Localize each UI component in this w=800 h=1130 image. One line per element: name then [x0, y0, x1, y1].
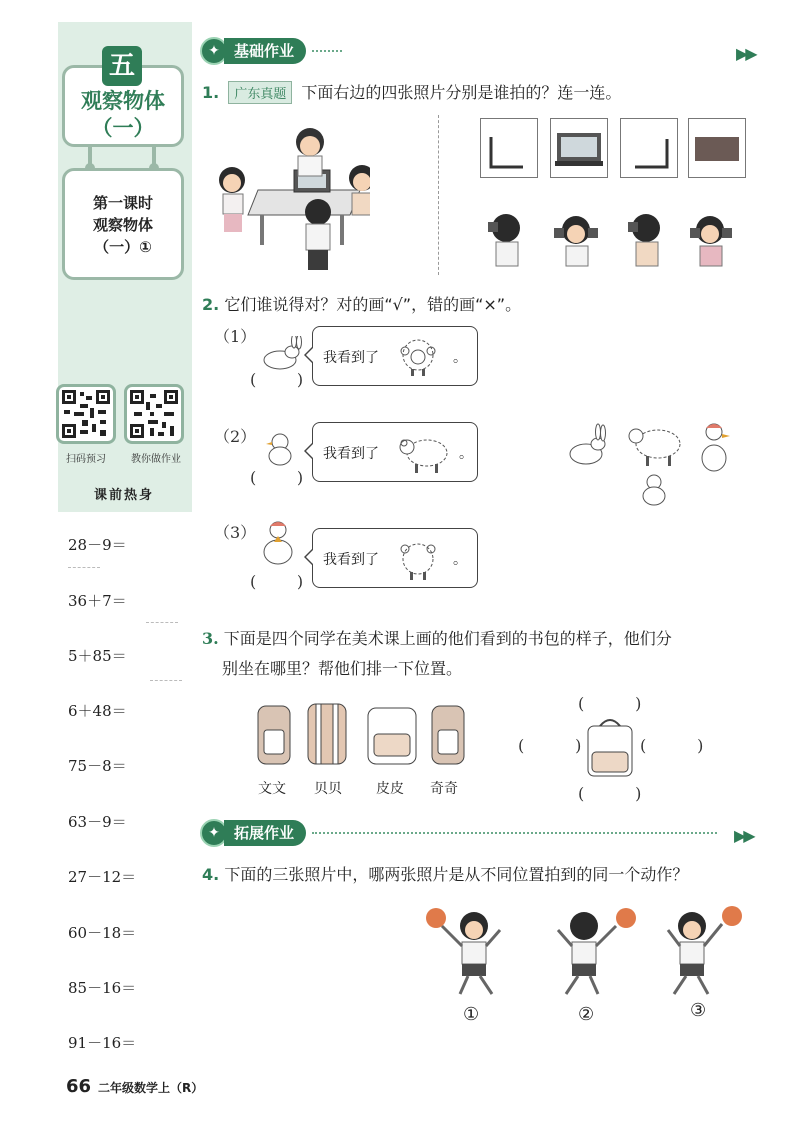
photo-label: ③ [690, 1000, 707, 1021]
speech-text: 我看到了 [323, 552, 379, 568]
photo-1 [480, 118, 538, 178]
answer-blank[interactable]: ( ) [250, 572, 304, 591]
lesson-title-line-2: 观察物体 [92, 216, 153, 234]
backpack-back-icon [308, 704, 346, 764]
speech-text: 我看到了 [323, 446, 379, 462]
speech-end: 。 [459, 446, 473, 462]
basketball-photos [420, 900, 750, 1000]
chick-icon [262, 430, 298, 468]
section-label: 基础作业 [224, 38, 306, 64]
item-label: （3） [214, 523, 257, 542]
question-3-line-1 [202, 626, 672, 649]
qr-code-icon [62, 390, 110, 438]
section-dotted-line [312, 50, 342, 52]
question-number: 1. [202, 83, 220, 102]
sheep-back-icon [397, 537, 439, 581]
student-name: 奇奇 [430, 781, 458, 797]
photo-4 [688, 118, 746, 178]
photographer-children [478, 208, 748, 274]
math-item: 63－9＝ [68, 813, 127, 831]
student-name: 文文 [258, 781, 286, 797]
page-number: 66 [66, 1076, 92, 1097]
sheep-side-icon [397, 431, 453, 475]
math-item: 75－8＝ [68, 757, 127, 775]
math-item: 85－16＝ [68, 979, 137, 997]
basketball-player-icon [558, 908, 636, 994]
speech-end: 。 [453, 350, 467, 366]
section-header-basic [200, 37, 342, 65]
speech-end: 。 [453, 552, 467, 568]
backpack-side-icon [258, 706, 290, 764]
qr-code-preview[interactable] [56, 384, 116, 444]
goose-icon [702, 424, 730, 471]
double-arrow-icon: ▶▶ [734, 826, 753, 845]
lightbulb-icon: ✦ [200, 819, 228, 847]
divider [438, 115, 439, 275]
speech-bubble [312, 326, 478, 386]
unit-number-badge: 五 [102, 46, 142, 86]
lightbulb-icon: ✦ [200, 37, 228, 65]
qr-code-homework-help[interactable] [124, 384, 184, 444]
sheep-icon [629, 429, 680, 466]
item-label: （1） [214, 327, 257, 346]
speech-bubble [312, 528, 478, 588]
math-item: 27－12＝ [68, 868, 137, 886]
child-camera-icon [554, 216, 598, 266]
warmup-heading: 课前热身 [93, 488, 154, 503]
lesson-title [62, 192, 184, 258]
question-3-line-2: 别坐在哪里？帮他们排一下位置。 [222, 659, 463, 678]
unit-title-line-1: 观察物体 [81, 89, 165, 113]
math-item: 60－18＝ [68, 924, 137, 942]
speech-text: 我看到了 [323, 350, 379, 366]
student-name: 皮皮 [376, 781, 404, 797]
laptop-screen-icon [551, 119, 607, 177]
question-text: 下面是四个同学在美术课上画的他们看到的书包的样子，他们分 [223, 629, 672, 648]
child-camera-icon [690, 216, 732, 266]
question-text: 下面的三张照片中，哪两张照片是从不同位置拍到的同一个动作？ [224, 865, 689, 884]
math-item: 6＋48＝ [68, 702, 127, 720]
math-item: 28－9＝ [68, 536, 127, 554]
lesson-title-line-1: 第一课时 [92, 194, 153, 212]
double-arrow-icon: ▶▶ [736, 44, 755, 63]
backpack-side-icon [432, 706, 464, 764]
math-item: 5＋85＝ [68, 647, 127, 665]
section-dotted-line [312, 832, 717, 834]
section-header-extend [200, 819, 717, 847]
lesson-title-line-3: （一）① [94, 238, 152, 256]
chick-icon [643, 475, 665, 505]
seat-blank-bottom[interactable]: ( ) [578, 784, 642, 803]
math-item: 36＋7＝ [68, 592, 127, 610]
question-number: 3. [202, 629, 219, 648]
photo-2 [550, 118, 608, 178]
answer-blank[interactable]: ( ) [250, 468, 304, 487]
answer-blank[interactable]: ( ) [250, 370, 304, 389]
unit-title-line-2: （一） [91, 116, 155, 140]
item-label: （2） [214, 427, 257, 446]
seat-blank-top[interactable]: ( ) [578, 694, 642, 713]
speech-bubble [312, 422, 478, 482]
question-1 [202, 80, 621, 104]
animals-group-illustration [562, 420, 742, 520]
goose-icon [256, 520, 300, 572]
qr-caption-preview: 扫码预习 [66, 454, 106, 465]
divider [150, 680, 182, 681]
question-number: 2. [202, 295, 220, 314]
photo-3 [620, 118, 678, 178]
rabbit-icon [570, 424, 606, 464]
basketball-player-icon [668, 906, 742, 994]
hanger-hook-icon [152, 147, 156, 167]
child-camera-icon [488, 214, 520, 266]
seat-blank-right[interactable]: ( ) [640, 736, 704, 755]
table-edge-view-icon [481, 119, 537, 177]
divider [68, 567, 100, 568]
basketball-player-icon [426, 908, 500, 994]
backpack-front-icon [368, 708, 416, 764]
divider [146, 622, 178, 623]
photo-label: ② [578, 1004, 595, 1025]
question-text: 下面右边的四张照片分别是谁拍的？连一连。 [301, 83, 622, 102]
child-camera-icon [628, 214, 660, 266]
question-text: 它们谁说得对？对的画“√”，错的画“×”。 [224, 295, 522, 314]
source-tag: 广东真题 [228, 81, 292, 104]
math-item: 91－16＝ [68, 1034, 137, 1052]
question-2 [202, 292, 521, 315]
photo-label: ① [463, 1004, 480, 1025]
sheep-front-icon [397, 337, 439, 377]
unit-title [62, 88, 184, 142]
table-edge-view-icon [621, 119, 677, 177]
seat-blank-left[interactable]: ( ) [518, 736, 582, 755]
hanger-hook-icon [88, 147, 92, 167]
table-scene-illustration [210, 120, 370, 280]
section-label: 拓展作业 [224, 820, 306, 846]
rabbit-icon [256, 336, 302, 370]
qr-code-icon [130, 390, 178, 438]
book-title: 二年级数学上（R） [98, 1081, 204, 1095]
backpack-drawings [252, 700, 472, 770]
question-4 [202, 862, 688, 885]
question-number: 4. [202, 865, 220, 884]
qr-caption-homework: 教你做作业 [131, 454, 181, 465]
laptop-back-icon [689, 119, 745, 177]
backpack-center-icon [584, 716, 636, 780]
student-name: 贝贝 [314, 781, 342, 797]
